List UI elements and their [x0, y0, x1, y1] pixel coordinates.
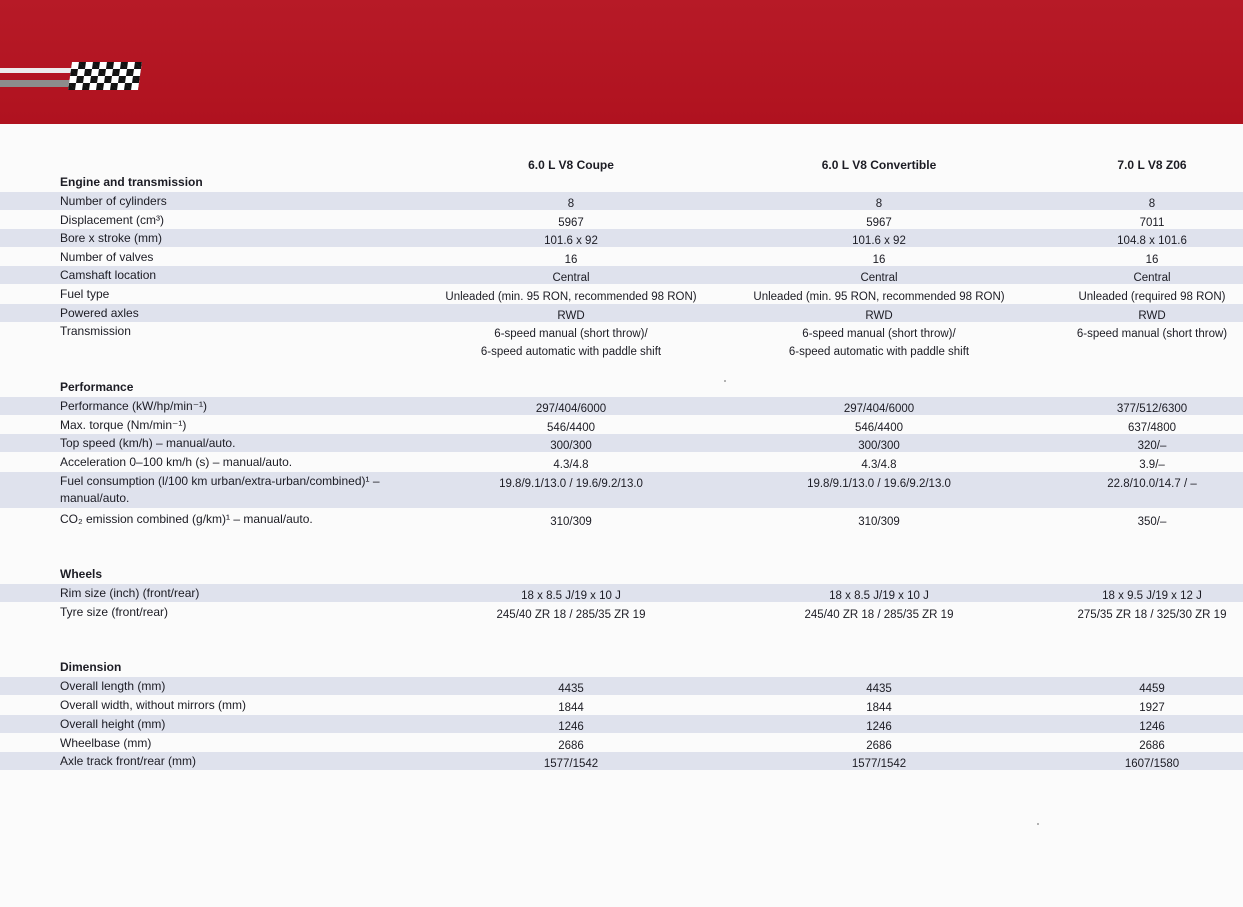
section-title-performance: Performance	[60, 380, 134, 394]
cell-z06: 6-speed manual (short throw)	[1076, 328, 1228, 340]
table-row	[0, 434, 1243, 452]
cell-coupe: 16	[564, 254, 578, 266]
row-label: Max. torque (Nm/min⁻¹)	[60, 418, 187, 432]
column-header-convertible: 6.0 L V8 Convertible	[821, 158, 937, 172]
table-row	[0, 397, 1243, 415]
cell-coupe: 245/40 ZR 18 / 285/35 ZR 19	[496, 609, 646, 621]
row-label: Acceleration 0–100 km/h (s) – manual/auto.	[60, 455, 293, 469]
cell-coupe: 1844	[558, 702, 584, 714]
cell-coupe: 4.3/4.8	[553, 459, 589, 471]
cell-convertible: 2686	[866, 740, 892, 752]
cell-z06: 8	[1148, 198, 1156, 210]
row-label: Overall length (mm)	[60, 679, 166, 693]
cell-convertible: 4435	[866, 683, 892, 695]
table-row	[0, 266, 1243, 284]
cell-convertible: 1844	[866, 702, 892, 714]
table-row	[0, 734, 1243, 752]
cell-convertible: 16	[872, 254, 886, 266]
row-label: Bore x stroke (mm)	[60, 231, 163, 245]
cell-convertible: 310/309	[858, 516, 900, 528]
cell-z06: 1246	[1139, 721, 1165, 733]
cell-convertible: 4.3/4.8	[861, 459, 897, 471]
section-title-dimension: Dimension	[60, 660, 122, 674]
row-label: Top speed (km/h) – manual/auto.	[60, 436, 236, 450]
table-row	[0, 453, 1243, 471]
table-row	[0, 677, 1243, 695]
cell-coupe: 1577/1542	[543, 758, 599, 770]
cell-z06: 18 x 9.5 J/19 x 12 J	[1102, 590, 1202, 602]
cell-z06: Central	[1133, 272, 1171, 284]
cell-convertible: RWD	[865, 310, 893, 322]
row-label: Number of valves	[60, 250, 154, 264]
cell-z06: 275/35 ZR 18 / 325/30 ZR 19	[1077, 609, 1227, 621]
cell-z06: 320/–	[1137, 440, 1167, 452]
table-row	[0, 192, 1243, 210]
cell-z06: 16	[1145, 254, 1159, 266]
table-row	[0, 304, 1243, 322]
cell-coupe: 310/309	[550, 516, 592, 528]
table-row	[0, 472, 1243, 508]
cell-convertible: 19.8/9.1/13.0 / 19.6/9.2/13.0	[807, 478, 951, 490]
cell-coupe: 2686	[558, 740, 584, 752]
cell-coupe: 8	[567, 198, 575, 210]
header-banner	[0, 0, 1243, 124]
table-row	[0, 715, 1243, 733]
table-row	[0, 211, 1243, 229]
cell-coupe: 5967	[558, 217, 584, 229]
column-header-z06: 7.0 L V8 Z06	[1117, 158, 1187, 172]
column-header-coupe: 6.0 L V8 Coupe	[528, 158, 614, 172]
racing-stripe-white	[0, 68, 80, 73]
section-title-engine: Engine and transmission	[60, 175, 203, 189]
cell-z06: 3.9/–	[1139, 459, 1165, 471]
table-row	[0, 696, 1243, 714]
cell-z06: RWD	[1138, 310, 1166, 322]
table-row	[0, 229, 1243, 247]
scan-speck	[724, 380, 726, 382]
cell-coupe: 101.6 x 92	[544, 235, 598, 247]
cell-convertible: 300/300	[858, 440, 900, 452]
cell-z06: 7011	[1139, 217, 1165, 229]
cell-convertible: 6-speed manual (short throw)/ 6-speed automatic with paddle shift	[788, 328, 970, 358]
cell-convertible: 1246	[866, 721, 892, 733]
table-row	[0, 322, 1243, 358]
row-label: Transmission	[60, 324, 131, 338]
row-label: Powered axles	[60, 306, 139, 320]
row-label: Rim size (inch) (front/rear)	[60, 586, 200, 600]
row-label: Fuel type	[60, 287, 110, 301]
table-row	[0, 752, 1243, 770]
checkered-flag-icon	[68, 62, 142, 90]
cell-coupe: 1246	[558, 721, 584, 733]
cell-convertible: 546/4400	[855, 422, 903, 434]
cell-z06: 2686	[1139, 740, 1165, 752]
cell-convertible: Central	[860, 272, 898, 284]
cell-coupe: Central	[552, 272, 590, 284]
cell-coupe: 4435	[558, 683, 584, 695]
row-label: Performance (kW/hp/min⁻¹)	[60, 399, 208, 413]
cell-coupe: 6-speed manual (short throw)/ 6-speed automatic with paddle shift	[480, 328, 662, 358]
cell-z06: 1927	[1139, 702, 1165, 714]
cell-convertible: 1577/1542	[851, 758, 907, 770]
scan-speck	[1037, 823, 1039, 825]
cell-convertible: 18 x 8.5 J/19 x 10 J	[829, 590, 929, 602]
row-label: Fuel consumption (l/100 km urban/extra-urban/combined)¹ – manual/auto.	[60, 474, 380, 505]
cell-convertible: 297/404/6000	[843, 403, 915, 415]
table-row	[0, 285, 1243, 303]
section-title-wheels: Wheels	[60, 567, 103, 581]
cell-coupe: RWD	[557, 310, 585, 322]
cell-z06: 22.8/10.0/14.7 / –	[1107, 478, 1197, 490]
cell-coupe: Unleaded (min. 95 RON, recommended 98 RON)	[445, 291, 697, 303]
cell-z06: 104.8 x 101.6	[1117, 235, 1187, 247]
row-label: Wheelbase (mm)	[60, 736, 152, 750]
row-label: Axle track front/rear (mm)	[60, 754, 197, 768]
row-label: Camshaft location	[60, 268, 157, 282]
cell-coupe: 297/404/6000	[535, 403, 607, 415]
cell-convertible: 8	[875, 198, 883, 210]
cell-coupe: 300/300	[550, 440, 592, 452]
cell-z06: 4459	[1139, 683, 1165, 695]
cell-z06: 637/4800	[1128, 422, 1176, 434]
cell-z06: 377/512/6300	[1116, 403, 1188, 415]
cell-z06: 1607/1580	[1124, 758, 1180, 770]
row-label: CO₂ emission combined (g/km)¹ – manual/auto.	[60, 512, 313, 526]
row-label: Overall height (mm)	[60, 717, 166, 731]
cell-convertible: 101.6 x 92	[852, 235, 906, 247]
cell-coupe: 18 x 8.5 J/19 x 10 J	[521, 590, 621, 602]
cell-convertible: 245/40 ZR 18 / 285/35 ZR 19	[804, 609, 954, 621]
table-row	[0, 510, 1243, 528]
cell-z06: Unleaded (required 98 RON)	[1078, 291, 1226, 303]
cell-coupe: 19.8/9.1/13.0 / 19.6/9.2/13.0	[499, 478, 643, 490]
cell-z06: 350/–	[1137, 516, 1167, 528]
table-row	[0, 248, 1243, 266]
row-label: Tyre size (front/rear)	[60, 605, 169, 619]
racing-stripe-gray	[0, 80, 72, 87]
table-row	[0, 603, 1243, 621]
row-label: Number of cylinders	[60, 194, 167, 208]
table-row	[0, 584, 1243, 602]
row-label: Overall width, without mirrors (mm)	[60, 698, 247, 712]
row-label: Displacement (cm³)	[60, 213, 165, 227]
cell-convertible: Unleaded (min. 95 RON, recommended 98 RON)	[753, 291, 1005, 303]
table-row	[0, 416, 1243, 434]
cell-convertible: 5967	[866, 217, 892, 229]
cell-coupe: 546/4400	[547, 422, 595, 434]
